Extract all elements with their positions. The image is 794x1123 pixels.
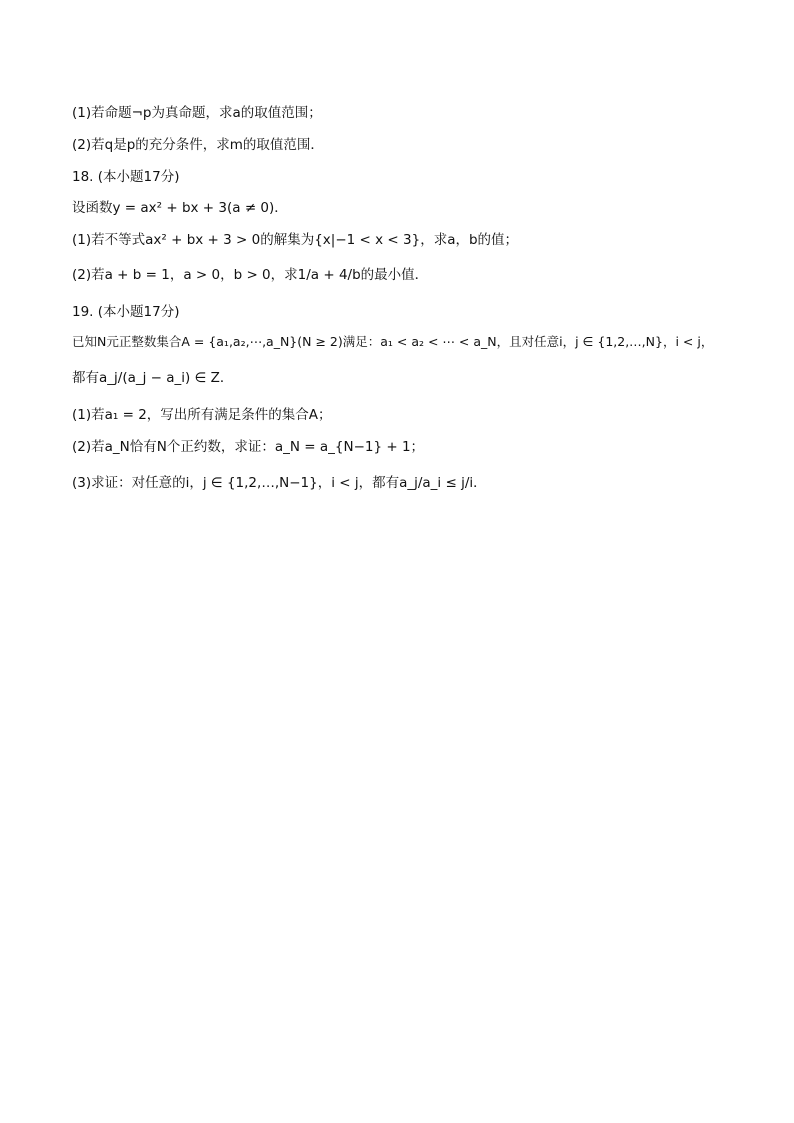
q19-part2: [72, 437, 424, 457]
q17-part1: [72, 103, 322, 123]
q17-part2-text: (2)若q是p的充分条件，求m的取值范围．: [72, 137, 324, 153]
q19-stem-line1: [72, 332, 713, 352]
q19-part1: [72, 405, 332, 425]
q19-part3: [72, 473, 487, 493]
q19-part2-text: (2)若a_N恰有N个正约数，求证：a_N = a_{N−1} + 1；: [72, 439, 425, 455]
q17-part1-text: (1)若命题¬p为真命题，求a的取值范围；: [72, 105, 322, 121]
q17-part2: [72, 135, 324, 155]
q18-part1-text: (1)若不等式ax² + bx + 3 > 0的解集为{x|−1 < x < 3}，求a，b的值；: [72, 232, 519, 248]
q18-stem-text: 设函数y = ax² + bx + 3(a ≠ 0)．: [72, 200, 288, 216]
q18-part2-text: (2)若a + b = 1，a > 0，b > 0，求1/a + 4/b的最小值．: [72, 267, 429, 283]
q18-part1: [72, 230, 518, 250]
q19-part1-text: (1)若a₁ = 2，写出所有满足条件的集合A；: [72, 407, 332, 423]
q19-header: [72, 302, 179, 322]
q18-header-text: 18. (本小题17分): [72, 169, 180, 185]
q19-stem-line1-text: 已知N元正整数集合A = {a₁,a₂,⋯,a_N}(N ≥ 2)满足：a₁ < a₂ < ⋯ < a_N，且对任意i，j ∈ {1,2,…,N}，i < j，: [72, 334, 714, 349]
q18-header: [72, 167, 179, 187]
q18-stem: [72, 198, 288, 218]
q19-stem-line2: [72, 368, 233, 388]
q19-header-text: 19. (本小题17分): [72, 304, 180, 320]
q18-part2: [72, 265, 428, 285]
q19-stem-line2-text: 都有a_j/(a_j − a_i) ∈ Z．: [72, 370, 234, 386]
q19-part3-text: (3)求证：对任意的i，j ∈ {1,2,…,N−1}，i < j，都有a_j/a_i ≤ j/i．: [72, 475, 487, 491]
